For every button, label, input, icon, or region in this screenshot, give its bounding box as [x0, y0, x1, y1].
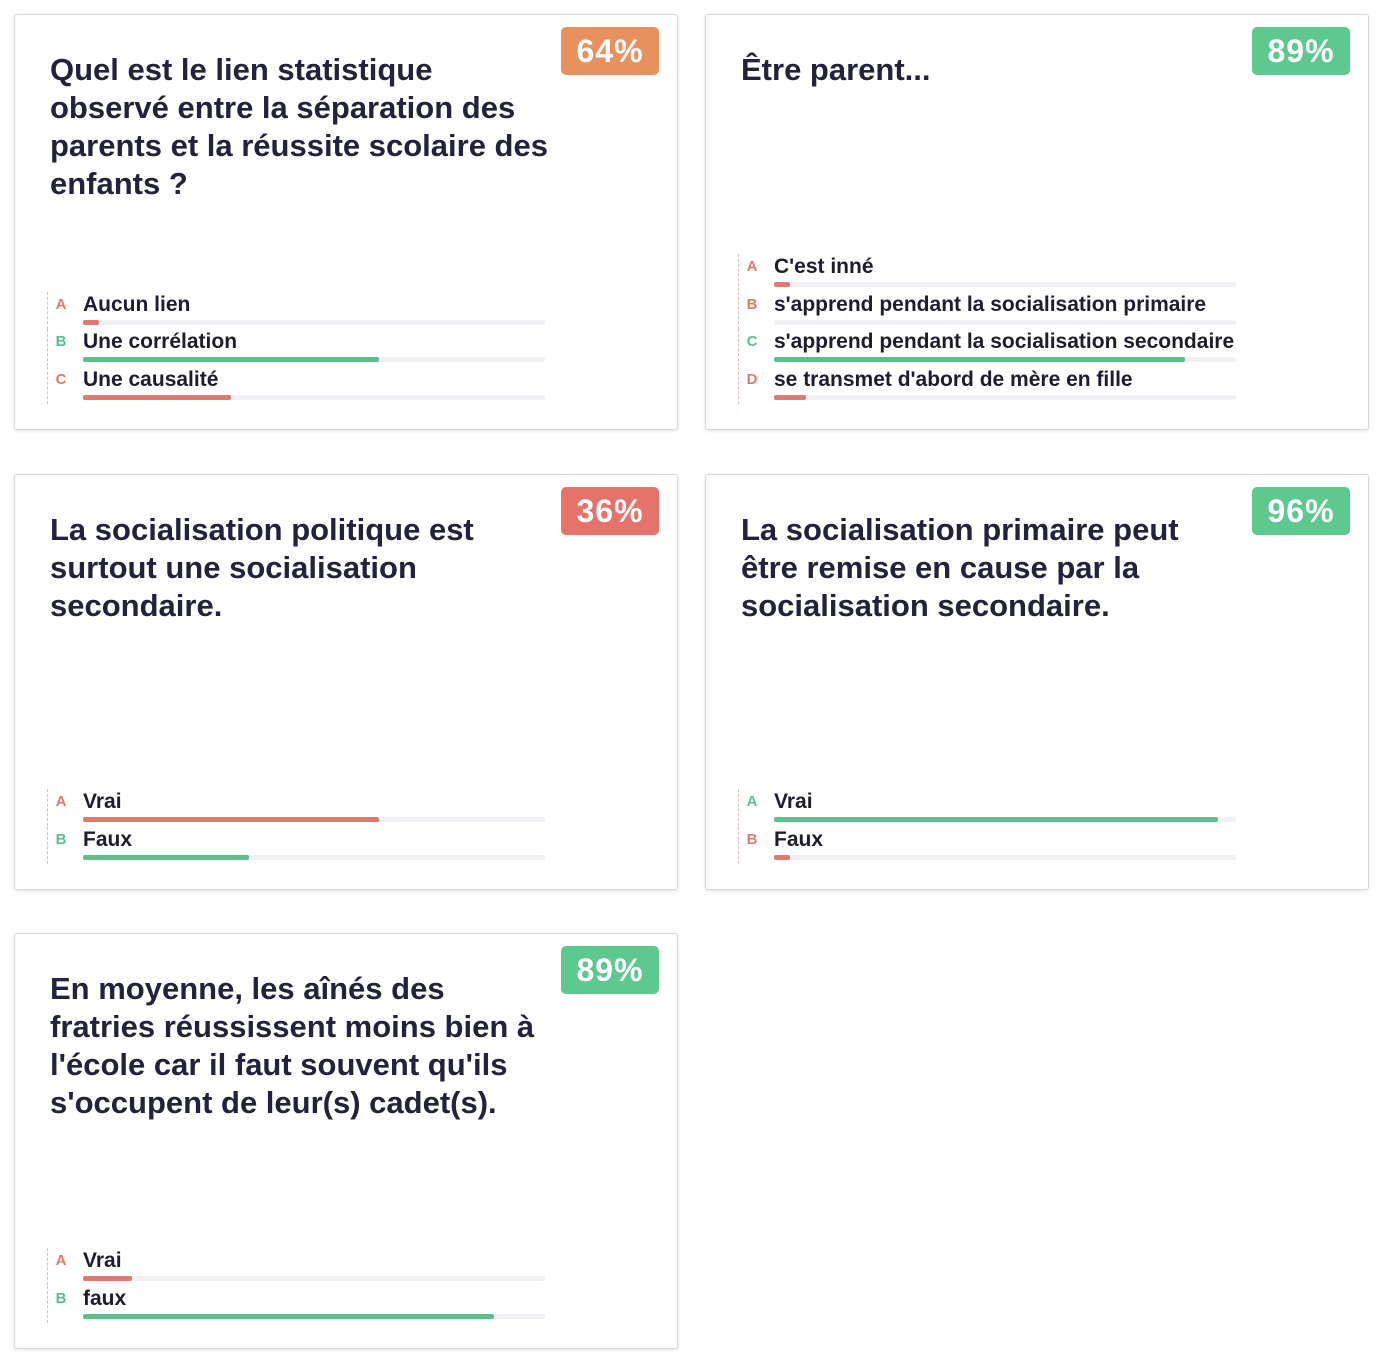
answer-bar-fill [83, 357, 379, 362]
answer-label: Vrai [83, 1249, 122, 1272]
answer-letter: B [738, 292, 765, 329]
answer-letter: B [47, 1286, 74, 1323]
answer-letter: B [738, 827, 765, 864]
answer-bar-track [83, 320, 545, 325]
score-badge: 96% [1252, 487, 1350, 535]
quiz-card[interactable] [705, 474, 1369, 890]
answer-bar-fill [83, 1276, 132, 1281]
score-badge: 89% [1252, 27, 1350, 75]
answer-list [738, 254, 1238, 404]
answer-row [47, 329, 547, 367]
answer-row [47, 292, 547, 330]
answer-list [47, 292, 547, 405]
answer-bar-track [83, 855, 545, 860]
answer-list [47, 1248, 547, 1323]
answer-letter: A [47, 789, 74, 826]
answer-label: Vrai [83, 790, 122, 813]
answer-bar-track [83, 1314, 545, 1319]
answer-bar-fill [774, 817, 1218, 822]
answer-bar-track [83, 817, 545, 822]
answer-list [47, 789, 547, 864]
answer-row [738, 254, 1238, 292]
answer-letter: A [738, 789, 765, 826]
answer-bar-track [774, 320, 1236, 325]
answer-row [47, 789, 547, 827]
answer-bar-track [83, 395, 545, 400]
score-badge: 64% [561, 27, 659, 75]
answer-letter: A [47, 1248, 74, 1285]
answer-label: s'apprend pendant la socialisation secondaire [774, 330, 1235, 353]
answer-bar-fill [83, 855, 249, 860]
question-text: Être parent... [741, 52, 931, 87]
answer-bar-track [774, 282, 1236, 287]
answer-bar-track [774, 817, 1236, 822]
answer-row [738, 789, 1238, 827]
answer-row [738, 292, 1238, 330]
answer-bar-fill [83, 320, 99, 325]
answer-label: Faux [774, 827, 824, 851]
answer-row [47, 1248, 547, 1286]
question-text: La socialisation politique est surtout une socialisation secondaire. [50, 512, 474, 623]
answer-letter: B [47, 329, 74, 366]
answer-row [47, 1286, 547, 1324]
answer-bar-fill [83, 817, 379, 822]
answer-label: C'est inné [774, 255, 874, 278]
answer-label: Aucun lien [83, 292, 191, 316]
quiz-card[interactable] [14, 14, 678, 430]
answer-row [738, 367, 1238, 405]
quiz-card[interactable] [705, 14, 1369, 430]
question-text: La socialisation primaire peut être remise en cause par la socialisation secondaire. [741, 512, 1179, 623]
answer-label: Une causalité [83, 367, 219, 391]
answer-bar-track [83, 1276, 545, 1281]
answer-bar-fill [83, 1314, 494, 1319]
answer-letter: C [738, 329, 765, 366]
answer-label: faux [83, 1286, 127, 1310]
answer-list [738, 789, 1238, 864]
answer-row [47, 827, 547, 865]
answer-label: Vrai [774, 790, 813, 813]
score-badge: 36% [561, 487, 659, 535]
answer-label: Faux [83, 827, 133, 851]
score-badge: 89% [561, 946, 659, 994]
question-text: En moyenne, les aînés des fratries réussissent moins bien à l'école car il faut souvent qu'ils s'occupent de leur(s) cadet(s). [50, 971, 535, 1120]
answer-letter: D [738, 367, 765, 404]
answer-letter: A [738, 254, 765, 291]
answer-letter: A [47, 292, 74, 329]
answer-row [47, 367, 547, 405]
answer-bar-track [83, 357, 545, 362]
answer-label: Une corrélation [83, 330, 238, 353]
quiz-card[interactable] [14, 933, 678, 1349]
answer-letter: C [47, 367, 74, 404]
answer-row [738, 329, 1238, 367]
answer-bar-fill [83, 395, 231, 400]
answer-bar-fill [774, 282, 790, 287]
answer-letter: B [47, 827, 74, 864]
question-text: Quel est le lien statistique observé entre la séparation des parents et la réussite scolaire des enfants ? [50, 52, 548, 201]
answer-bar-track [774, 357, 1236, 362]
answer-bar-fill [774, 357, 1185, 362]
answer-label: s'apprend pendant la socialisation primaire [774, 292, 1207, 316]
answer-bar-track [774, 855, 1236, 860]
answer-label: se transmet d'abord de mère en fille [774, 367, 1133, 391]
answer-bar-fill [774, 855, 790, 860]
answer-row [738, 827, 1238, 865]
quiz-card[interactable] [14, 474, 678, 890]
answer-bar-track [774, 395, 1236, 400]
answer-bar-fill [774, 395, 806, 400]
